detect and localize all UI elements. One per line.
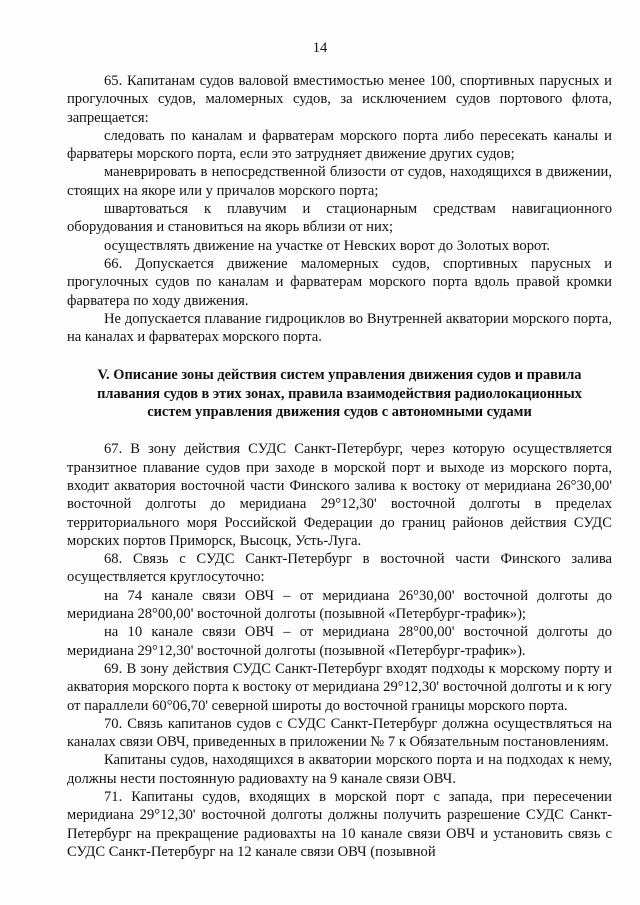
paragraph-70: 70. Связь капитанов судов с СУДС Санкт-Петербург должна осуществляться на каналах связи ОВЧ, приведенных в приложении № 7 к Обязательным постановлениям.: [67, 715, 612, 751]
paragraph-65-item-4: осуществлять движение на участке от Невских ворот до Золотых ворот.: [104, 237, 551, 254]
paragraph-69: 69. В зону действия СУДС Санкт-Петербург входят подходы к морскому порту и акватория морского порта к востоку от меридиана 29°12,30' восточной долготы и к югу от параллели 60°06,70' северной широты до восточной границы морского порта.: [67, 660, 612, 714]
document-body: [67, 72, 612, 861]
paragraph-68: 68. Связь с СУДС Санкт-Петербург в восточной части Финского залива осуществляется круглосуточно:: [67, 551, 612, 586]
paragraph-70-watch: Капитаны судов, находящихся в акватории морского порта и на подходах к нему, должны нести постоянную радиовахту на 9 канале связи ОВЧ.: [67, 752, 612, 787]
paragraph-68-channel-74: на 74 канале связи ОВЧ – от меридиана 26°30,00' восточной долготы до меридиана 28°00,00' восточной долготы (позывной «Петербург-трафик»);: [67, 587, 612, 623]
paragraph-65-item-2: маневрировать в непосредственной близости от судов, находящихся в движении, стоящих на якоре или у причалов морского порта;: [67, 164, 612, 199]
paragraph-71: 71. Капитаны судов, входящих в морской порт с запада, при пересечении меридиана 29°12,30' восточной долготы должны получить разрешение СУДС Санкт-Петербург на прекращение радиовахты на 10 канале связи ОВЧ и установить связь с СУДС Санкт-Петербург на 12 канале связи ОВЧ (позывной: [67, 788, 612, 860]
page-number: 14: [312, 40, 328, 56]
paragraph-66: 66. Допускается движение маломерных судов, спортивных парусных и прогулочных судов по каналам и фарватерам морского порта вдоль правой кромки фарватера по ходу движения.: [67, 255, 612, 309]
paragraph-65: 65. Капитанам судов валовой вместимостью менее 100, спортивных парусных и прогулочных судов, маломерных судов, за исключением судов портового флота, запрещается:: [67, 73, 612, 126]
paragraph-67: 67. В зону действия СУДС Санкт-Петербург, через которую осуществляется транзитное плавание судов при заходе в морской порт и выходе из морского порта, входит акватория восточной части Финского залива к востоку от меридиана 26°30,00' восточной долготы до меридиана 29°12,30' восточной долготы в пределах территориального моря Российской Федерации до границ районов действия СУДС морских портов Приморск, Высоцк, Усть-Луга.: [67, 441, 612, 549]
paragraph-hydrocycles: Не допускается плавание гидроциклов во Внутренней акватории морского порта, на каналах и фарватерах морского порта.: [67, 310, 612, 346]
paragraph-68-channel-10: на 10 канале связи ОВЧ – от меридиана 28°00,00' восточной долготы до меридиана 29°12,30' восточной долготы (позывной «Петербург-трафик»).: [67, 624, 612, 659]
section-heading-line: систем управления движения судов с автономными судами: [147, 404, 532, 421]
section-heading-line: V. Описание зоны действия систем управления движения судов и правила: [97, 367, 582, 384]
paragraph-65-item-3: швартоваться к плавучим и стационарным средствам навигационного оборудования и становиться на якорь вблизи от них;: [67, 201, 612, 236]
section-v-heading: [67, 366, 612, 421]
section-heading-line: плавания судов в этих зонах, правила взаимодействия радиолокационных: [97, 385, 582, 402]
paragraph-65-item-1: следовать по каналам и фарватерам морского порта либо пересекать каналы и фарватеры морского порта, если это затрудняет движение других судов;: [67, 127, 612, 163]
